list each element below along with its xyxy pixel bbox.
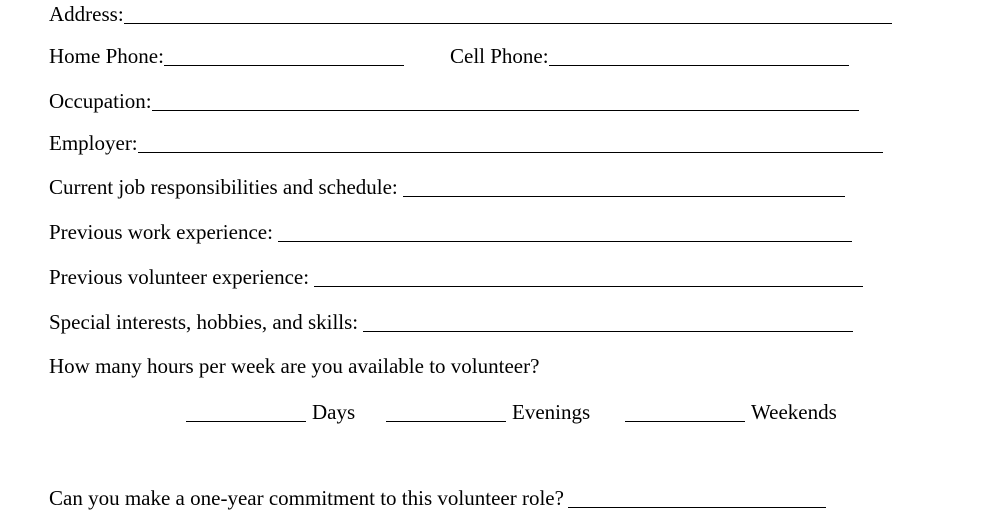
- employer-label: Employer:: [49, 131, 138, 155]
- address-label: Address:: [49, 2, 124, 26]
- cell-phone-row: [450, 42, 849, 68]
- previous-volunteer-label: Previous volunteer experience:: [49, 265, 310, 289]
- special-interests-row: [49, 308, 853, 334]
- home-phone-field[interactable]: [164, 43, 404, 66]
- commitment-field[interactable]: [568, 485, 826, 508]
- current-job-row: [49, 173, 845, 199]
- availability-weekends: [625, 398, 837, 424]
- previous-work-row: [49, 218, 852, 244]
- previous-work-label: Previous work experience:: [49, 220, 273, 244]
- address-field[interactable]: [124, 1, 892, 24]
- previous-work-field[interactable]: [278, 219, 852, 242]
- weekends-label: Weekends: [751, 400, 837, 424]
- occupation-row: [49, 87, 859, 113]
- previous-volunteer-row: [49, 263, 863, 289]
- commitment-label: Can you make a one-year commitment to this volunteer role?: [49, 486, 564, 510]
- evenings-label: Evenings: [512, 400, 591, 424]
- employer-row: [49, 129, 883, 155]
- previous-volunteer-field[interactable]: [314, 264, 863, 287]
- current-job-field[interactable]: [403, 174, 845, 197]
- days-label: Days: [312, 400, 356, 424]
- address-row: [49, 0, 892, 26]
- current-job-label: Current job responsibilities and schedule:: [49, 175, 398, 199]
- home-phone-row: [49, 42, 404, 68]
- occupation-label: Occupation:: [49, 89, 152, 113]
- hours-question-row: [49, 352, 539, 378]
- employer-field[interactable]: [138, 130, 883, 153]
- cell-phone-field[interactable]: [549, 43, 849, 66]
- availability-evenings: [386, 398, 590, 424]
- days-field[interactable]: [186, 399, 306, 422]
- availability-days: [186, 398, 355, 424]
- commitment-row: [49, 484, 826, 510]
- home-phone-label: Home Phone:: [49, 44, 164, 68]
- cell-phone-label: Cell Phone:: [450, 44, 549, 68]
- hours-question-label: How many hours per week are you available to volunteer?: [49, 354, 540, 378]
- evenings-field[interactable]: [386, 399, 506, 422]
- occupation-field[interactable]: [152, 88, 859, 111]
- special-interests-field[interactable]: [363, 309, 853, 332]
- special-interests-label: Special interests, hobbies, and skills:: [49, 310, 359, 334]
- weekends-field[interactable]: [625, 399, 745, 422]
